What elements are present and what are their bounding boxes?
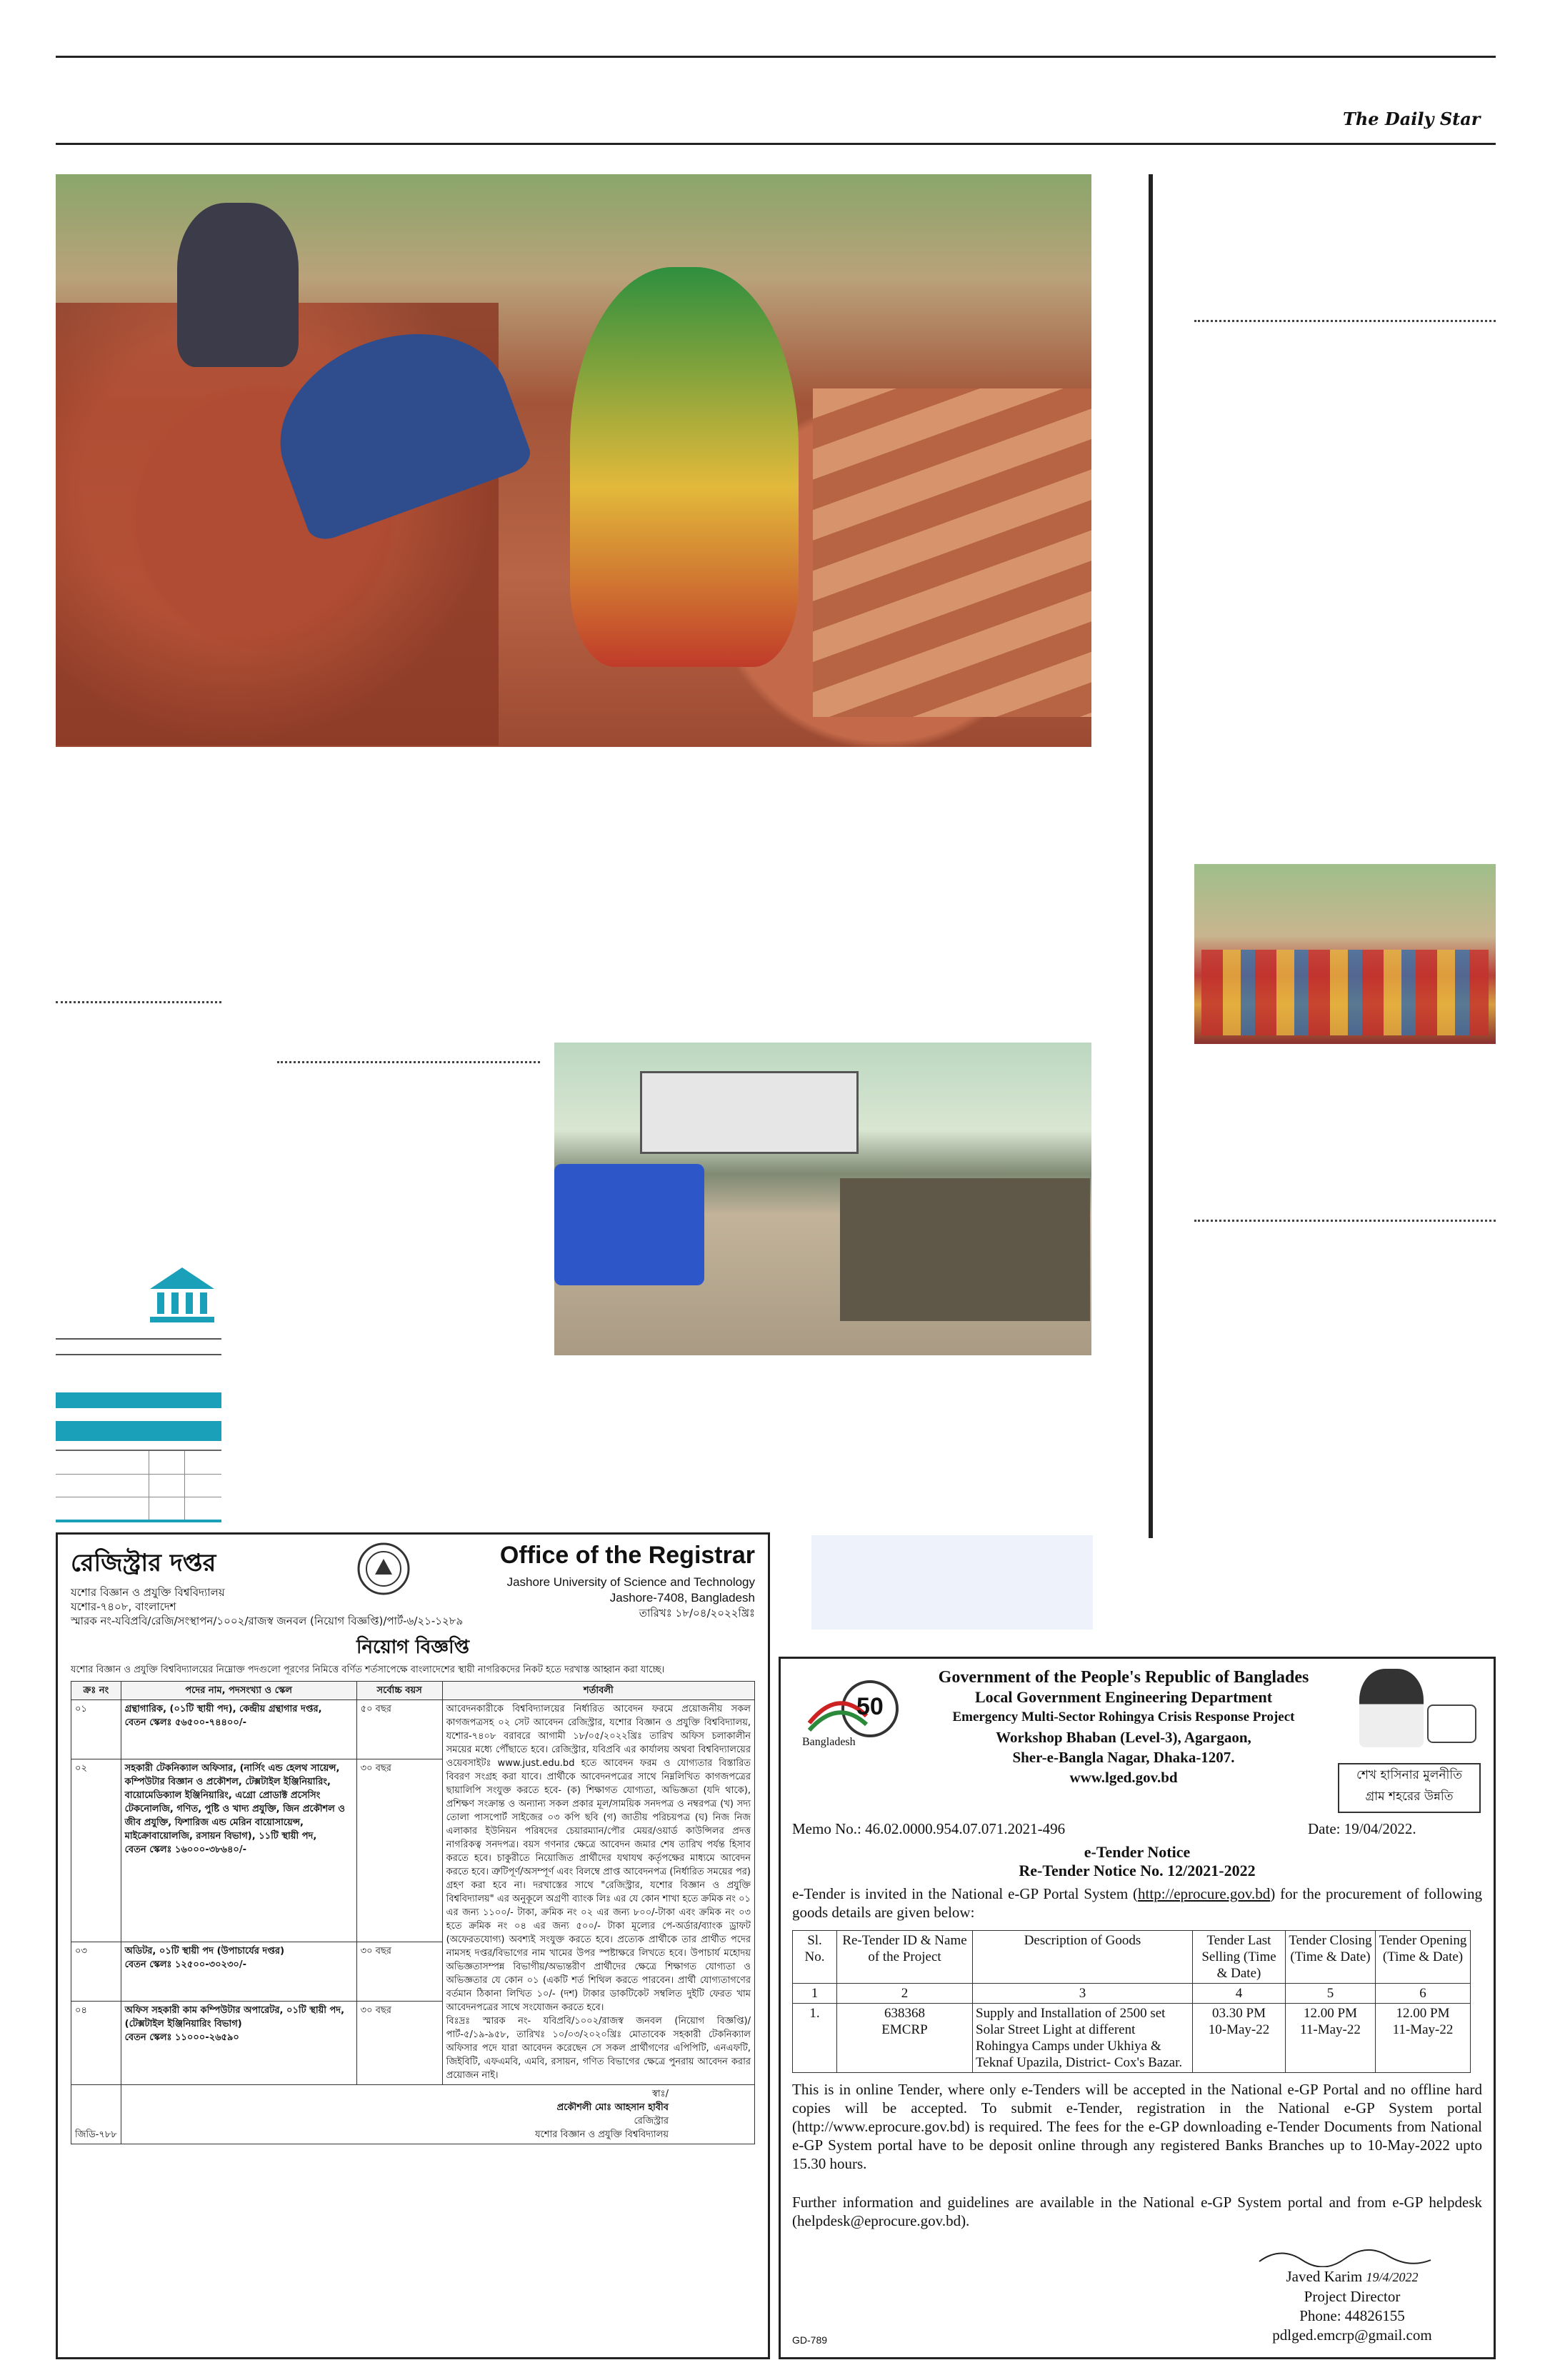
opening-time: 12.00 PM xyxy=(1396,2006,1450,2021)
website: www.lged.gov.bd xyxy=(1069,1769,1178,1786)
registrar-en-university: Jashore University of Science and Technology xyxy=(506,1575,755,1589)
infographic-band-1 xyxy=(56,1392,221,1408)
post-name: অফিস সহকারী কাম কম্পিউটার অপারেটর, ০১টি স্থায়ী পদ, (টেক্সটাইল ইঞ্জিনিয়ারিং বিভাগ) xyxy=(124,2004,345,2029)
tender-header xyxy=(909,1667,1338,1787)
right-col-separator-1 xyxy=(1194,320,1496,322)
registrar-bn-university: যশোর বিজ্ঞান ও প্রযুক্তি বিশ্ববিদ্যালয় xyxy=(71,1586,225,1599)
post-name: সহকারী টেকনিক্যাল অফিসার, (নার্সিং এন্ড হেলথ সায়েন্স, কম্পিউটার বিজ্ঞান ও প্রকৌশল, টেক্সটাইল ইঞ্জিনিয়ারিং, বায়োমেডিক্যাল ইঞ্জিনিয়ারিং, এগ্রো প্রোডাক্ট প্রসেসিং টেকনোলজি, গণিত, পুষ্টি ও খাদ্য প্রযুক্তি, জিন প্রকৌশল ও জীব প্রযুক্তি, ফিশারিজ এন্ড মেরিন বায়োসায়েন্স, মাইক্রোবায়োলজি, রসায়ন বিভাগ), ১১টি স্থায়ী পদ, xyxy=(124,1762,345,1842)
table-row xyxy=(71,1700,755,1759)
header-selling: Tender Last Selling (Time & Date) xyxy=(1193,1931,1286,1984)
gov-name: Government of the People's Republic of Banglades xyxy=(938,1668,1309,1687)
row-serial: ০১ xyxy=(71,1700,121,1759)
memo-number: Memo No.: 46.02.0000.954.07.071.2021-496 xyxy=(792,1820,1066,1837)
slogan-line-1: শেখ হাসিনার মুলনীতি xyxy=(1356,1768,1463,1782)
project-name: Emergency Multi-Sector Rohingya Crisis Response Project xyxy=(952,1709,1295,1724)
closing-time: 12.00 PM xyxy=(1304,2006,1357,2021)
eprocure-link[interactable]: http://eprocure.gov.bd xyxy=(1138,1885,1271,1902)
logo-caption: Bangladesh xyxy=(802,1736,856,1748)
signature-cell xyxy=(121,2085,754,2144)
infographic-grid xyxy=(56,1450,221,1522)
mid-col-separator xyxy=(277,1061,540,1063)
registrar-date: তারিখঃ ১৮/০৪/২০২২খ্রিঃ xyxy=(639,1607,755,1620)
mujib-100-emblem xyxy=(1427,1704,1476,1743)
header-serial: ক্রঃ নং xyxy=(71,1682,121,1700)
tender-gd-number: GD-789 xyxy=(792,2334,828,2346)
registrar-signer-university: যশোর বিজ্ঞান ও প্রযুক্তি বিশ্ববিদ্যালয় xyxy=(535,2129,669,2140)
post-name: গ্রন্থাগারিক, (০১টি স্থায়ী পদ), কেন্দ্রীয় গ্রন্থাগার দপ্তর, xyxy=(124,1704,322,1714)
university-seal-icon xyxy=(356,1542,411,1596)
header-opening: Tender Opening (Time & Date) xyxy=(1376,1931,1471,1984)
brick-stack xyxy=(813,388,1091,717)
dept-name: Local Government Engineering Department xyxy=(974,1688,1273,1706)
tender-paragraph-2: Further information and guidelines are available in the National e-GP System portal and from e-GP helpdesk (helpdesk@eprocure.gov.bd). xyxy=(792,2194,1482,2229)
registrar-en-city: Jashore-7408, Bangladesh xyxy=(609,1591,755,1605)
header-post: পদের নাম, পদসংখ্যা ও স্কেল xyxy=(121,1682,356,1700)
row-id xyxy=(837,2004,973,2073)
table-row xyxy=(793,2004,1471,2073)
row-sl: 1. xyxy=(793,2004,837,2073)
tender-column-numbers xyxy=(793,1984,1471,2004)
gd-cell xyxy=(71,2085,121,2144)
signature-scrawl xyxy=(1224,2246,1481,2267)
registrar-en-title: Office of the Registrar xyxy=(499,1542,755,1569)
newspaper-logo: The Daily Star xyxy=(1343,109,1481,129)
lged-tender-notice xyxy=(779,1657,1496,2359)
tender-id: 638368 xyxy=(884,2006,925,2021)
auto-rickshaw xyxy=(554,1164,704,1285)
row-post xyxy=(121,1700,356,1759)
top-rule xyxy=(56,56,1496,58)
row-post xyxy=(121,2001,356,2084)
registrar-intro: যশোর বিজ্ঞান ও প্রযুক্তি বিশ্ববিদ্যালয়ের নিম্নোক্ত পদগুলো পূরণের নিমিত্তে বর্ণিত শর্তসাপেক্ষে বাংলাদেশের স্থায়ী নাগরিকদের নিকট হতে দরখাস্ত আহ্বান করা যাচ্ছে। xyxy=(71,1665,665,1675)
row-selling xyxy=(1193,2004,1286,2073)
worker-woman xyxy=(570,267,799,667)
selling-date: 10-May-22 xyxy=(1208,2022,1270,2037)
registrar-recruitment-notice xyxy=(56,1532,770,2359)
tender-project: EMCRP xyxy=(881,2022,928,2037)
bangladesh-50-logo xyxy=(795,1673,902,1752)
tender-intro xyxy=(792,1884,1482,1922)
recruitment-table xyxy=(71,1681,755,2144)
post-scale: বেতন স্কেলঃ ১২৫০০-৩০২৩০/- xyxy=(124,1959,247,1971)
tender-email[interactable]: pdlged.emcrp@gmail.com xyxy=(1272,2326,1432,2344)
row-age: ৩০ বছর xyxy=(356,1942,442,2002)
tender-paragraph-1: This is in online Tender, where only e-Tenders will be accepted in the National e-GP Portal and no offline hard copies will be accepted. To submit e-Tender, registration in the National e-GP System portal (http://www.eprocure.gov.bd) is required. The fees for the e-GP downloading e-Tender Documents from National e-GP System portal have to be deposit online through any registered Banks Branches up to 10-May-2022 upto 15.30 hours. xyxy=(792,2081,1482,2172)
post-scale: বেতন স্কেলঃ ১১০০০-২৬৫৯০ xyxy=(124,2032,239,2043)
address-line-2: Sher-e-Bangla Nagar, Dhaka-1207. xyxy=(1012,1749,1235,1766)
re-tender-number: Re-Tender Notice No. 12/2021-2022 xyxy=(1019,1862,1256,1879)
infographic-rule-2 xyxy=(56,1354,221,1355)
closing-date: 11-May-22 xyxy=(1300,2022,1361,2037)
header-id: Re-Tender ID & Name of the Project xyxy=(837,1931,973,1984)
infographic-rule-1 xyxy=(56,1338,221,1340)
blank-advert-box xyxy=(811,1535,1093,1630)
slogan-box xyxy=(1338,1763,1481,1813)
row-age: ৫০ বছর xyxy=(356,1700,442,1759)
col-number: 4 xyxy=(1193,1984,1286,2004)
post-scale: বেতন স্কেলঃ ৫৬৫০০-৭৪৪০০/- xyxy=(124,1717,246,1728)
registrar-bn-city: যশোর-৭৪০৮, বাংলাদেশ xyxy=(71,1600,176,1613)
row-post xyxy=(121,1942,356,2002)
road-construction-photo xyxy=(554,1043,1091,1355)
slogan-line-2: গ্রাম শহরের উন্নতি xyxy=(1365,1789,1454,1804)
portrait-badge xyxy=(1352,1669,1481,1762)
signature-block xyxy=(1224,2246,1481,2345)
left-col-separator xyxy=(56,1001,221,1003)
row-description: Supply and Installation of 2500 set Solar Street Light at different Rohingya Camps under Ukhiya & Teknaf Upazila, District- Cox's Bazar. xyxy=(973,2004,1193,2073)
header-age: সর্বোচ্চ বয়স xyxy=(356,1682,442,1700)
signature-date: 19/4/2022 xyxy=(1366,2270,1419,2284)
excavation-pit xyxy=(840,1178,1090,1321)
row-age: ৩০ বছর xyxy=(356,2001,442,2084)
tender-table-header xyxy=(793,1931,1471,1984)
header-sl: Sl. No. xyxy=(793,1931,837,1984)
post-scale: বেতন স্কেলঃ ১৬০০০-৩৮৬৪০/- xyxy=(124,1844,247,1855)
signer-name: Javed Karim xyxy=(1286,2268,1363,2285)
bus xyxy=(640,1071,859,1154)
portrait-image xyxy=(1359,1669,1424,1747)
row-serial: ০৪ xyxy=(71,2001,121,2084)
tender-table xyxy=(792,1930,1471,2073)
registrar-gd-number: জিডি-৭৮৮ xyxy=(75,2129,117,2140)
registrar-signer: প্রকৌশলী মোঃ আহসান হাবীব xyxy=(556,2102,669,2113)
intro-text-2: ) for the procurement of following goods details are given below: xyxy=(792,1885,1482,1921)
signature-row xyxy=(71,2085,755,2144)
memo-date: Date: 19/04/2022. xyxy=(1308,1820,1416,1837)
signed-mark: স্বাঃ/ xyxy=(652,2089,669,2099)
address-line-1: Workshop Bhaban (Level-3), Agargaon, xyxy=(996,1729,1251,1746)
right-col-separator-2 xyxy=(1194,1220,1496,1222)
infographic-band-2 xyxy=(56,1421,221,1441)
registrar-memo: স্মারক নং-যবিপ্রবি/রেজি/সংস্থাপন/১০০২/রাজস্ব জনবল (নিয়োগ বিজ্ঞপ্তি)/পার্ট-৬/২১-১২৮৯ xyxy=(71,1615,464,1627)
logo-number: 50 xyxy=(856,1693,884,1720)
intro-text-1: e-Tender is invited in the National e-GP Portal System ( xyxy=(792,1885,1139,1902)
tender-phone: Phone: 44826155 xyxy=(1299,2307,1405,2324)
row-opening xyxy=(1376,2004,1471,2073)
header-conditions: শর্তাবলী xyxy=(442,1682,754,1700)
conditions-cell xyxy=(442,1700,754,2085)
col-number: 2 xyxy=(837,1984,973,2004)
row-age: ৩০ বছর xyxy=(356,1759,442,1942)
col-number: 5 xyxy=(1286,1984,1376,2004)
craft-baskets xyxy=(1201,950,1489,1035)
tender-signer-title: Project Director xyxy=(1304,2288,1401,2305)
worker-man xyxy=(177,203,299,367)
row-post xyxy=(121,1759,356,1942)
brick-breaking-photo xyxy=(56,174,1091,747)
institution-icon xyxy=(143,1264,221,1328)
registrar-signer-title: রেজিস্ট্রার xyxy=(634,2116,669,2127)
handicraft-fair-photo xyxy=(1194,864,1496,1044)
special-note: বিঃদ্রঃ স্মারক নং- যবিপ্রবি/১০০২/রাজস্ব জনবল (নিয়োগ বিজ্ঞপ্তি)/পার্ট-৫/১৯-৯৫৮, তারিখঃ ১০/০৩/২০২০খ্রিঃ মোতাবেক সহকারী টেকনিক্যাল অফিসার পদে যারা আবেদন করেছেন সে সকল প্রার্থীগণের এপিপিটি, এনএফটি, জিইবিটি, এফএমবি, এমবি, রসায়ন, গণিত বিভাগের ক্ষেত্রে পুনরায় আবেদন করার প্রয়োজন নাই। xyxy=(446,2016,751,2081)
selling-time: 03.30 PM xyxy=(1212,2006,1266,2021)
col-number: 3 xyxy=(973,1984,1193,2004)
header-closing: Tender Closing (Time & Date) xyxy=(1286,1931,1376,1984)
conditions-text: আবেদনকারীকে বিশ্ববিদ্যালয়ের নির্ধারিত আবেদন ফরমে প্রয়োজনীয় সকল কাগজপত্রসহ ০২ সেট আবেদন রেজিস্ট্রার, যশোর বিজ্ঞান ও প্রযুক্তি বিশ্ববিদ্যালয়, যশোর-৭৪০৮ বরাবরে আগামী ১৮/০৫/২০২২খ্রিঃ তারিখ অফিস চলাকালীন সময়ের মধ্যে পৌঁছাতে হবে। রেজিস্ট্রার, যবিপ্রবি এর কার্যালয় অথবা বিশ্ববিদ্যালয়ের ওয়েবসাইটঃ www.just.edu.bd হতে আবেদন ফরম ও যোগ্যতার বিস্তারিত বিবরণ সংগ্রহ করা যাবে। প্রার্থীকে আবেদনপত্রের সাথে নিম্নলিখিত কাগজপত্রের ছায়ালিপি সংযুক্ত করতে হবে- (ক) শিক্ষাগত যোগ্যতা, অভিজ্ঞতা (যদি থাকে), প্রশিক্ষণ সংক্রান্ত ও অন্যান্য সকল প্রকার মূল/সাময়িক সনদপত্র ও নম্বরপত্র (খ) সদ্য তোলা পাসপোর্ট সাইজের ০৩ কপি ছবি (গ) জাতীয় পরিচয়পত্র (ঘ) নিজ নিজ এলাকার ইউনিয়ন পরিষদের চেয়ারম্যান/পৌর মেয়র/ওয়ার্ড কাউন্সিলর প্রদত্ত নাগরিকত্ব সনদপত্র। বয়স গণনার ক্ষেত্রে আবেদন জমার শেষ তারিখ পর্যন্ত হিসাব করতে হবে। চাকুরীতে নিয়োজিত প্রার্থীদের যথাযথ কর্তৃপক্ষের মাধ্যমে আবেদন করতে হবে। ত্রুটিপূর্ণ/অসম্পূর্ণ এবং বিলম্বে প্রাপ্ত আবেদনপত্র (নির্ধারিত সময়ের পর) গ্রহণ করা হবে না। দরখাস্তের সাথে "রেজিস্ট্রার, যশোর বিজ্ঞান ও প্রযুক্তি বিশ্ববিদ্যালয়" এর অনুকূলে অগ্রণী ব্যাংক লিঃ এর যে কোন শাখা হতে ক্রমিক নং ০১ এর জন্য ১১০০/- টাকা, ক্রমিক নং ০২ এর জন্য ৮০০/-টাকা এবং ক্রমিক নং ০৩ হতে ক্রমিক নং ০৪ এর জন্য ৫০০/- টাকা মূল্যের পে-অর্ডার/ব্যাংক ড্রাফট (অফেরতযোগ্য) অবশ্যই সংযুক্ত করতে হবে। প্রত্যেক প্রার্থীকে তার প্রার্থীত পদের নামসহ দপ্তর/বিভাগের নাম খামের উপর স্পষ্টাক্ষরে লিখতে হবে। উপাচার্য মহোদয় অভিজ্ঞতাসম্পন্ন বিভাগীয়/অভ্যন্তরীণ প্রার্থীদের ক্ষেত্রে শিক্ষাগত যোগ্যতা ও অভিজ্ঞতার যে কোন ০১ (একটি শর্ত শিথিল করতে পারবেন। প্রার্থী যোগ্যতাগণের বর্তমান ঠিকানা লিখিত ১০/- (দশ) টাকার ডাকটিকেট সম্বলিত দুইটি ফেরত খাম আবেদনপত্রের সাথে সংযোজন করতে হবে। xyxy=(446,1704,751,2013)
recruitment-table-header xyxy=(71,1682,755,1700)
col-number: 1 xyxy=(793,1984,837,2004)
registrar-en-address xyxy=(507,1575,755,1620)
row-closing xyxy=(1286,2004,1376,2073)
masthead-bottom-rule xyxy=(56,143,1496,145)
opening-date: 11-May-22 xyxy=(1392,2022,1454,2037)
notice-title: e-Tender Notice xyxy=(1084,1843,1191,1861)
row-serial: ০৩ xyxy=(71,1942,121,2002)
notice-heading xyxy=(781,1843,1494,1880)
column-divider xyxy=(1149,174,1153,1538)
col-number: 6 xyxy=(1376,1984,1471,2004)
tender-signer xyxy=(1224,2267,1481,2287)
registrar-bn-title: রেজিস্ট্রার দপ্তর xyxy=(71,1549,216,1577)
row-serial: ০২ xyxy=(71,1759,121,1942)
registrar-notice-title: নিয়োগ বিজ্ঞপ্তি xyxy=(356,1637,469,1658)
post-name: অডিটর, ০১টি স্থায়ী পদ (উপাচার্যের দপ্তর) xyxy=(124,1946,285,1957)
header-description: Description of Goods xyxy=(973,1931,1193,1984)
